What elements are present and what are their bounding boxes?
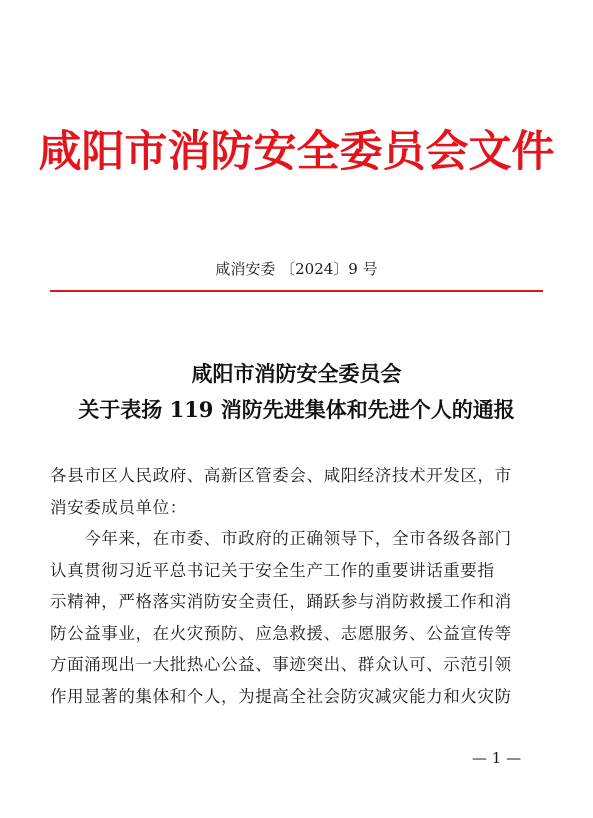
document-number: 咸消安委 〔2024〕9 号 [215,260,378,278]
body-line: 示精神，严格落实消防安全责任，踊跃参与消防救援工作和消 [50,592,512,611]
body-line: 今年来，在市委、市政府的正确领导下，全市各级各部门 [50,529,512,548]
body-line: 作用显著的集体和个人，为提高全社会防灾减灾能力和火灾防 [50,686,512,706]
body-line: 认真贯彻习近平总书记关于安全生产工作的重要讲话重要指 [50,560,495,580]
document-title-line-2: 关于表扬 119 消防先进集体和先进个人的通报 [78,397,515,422]
red-divider-line [50,290,543,292]
body-line: 防公益事业，在火灾预防、应急救援、志愿服务、公益宣传等 [50,623,512,643]
page-number: — 1 — [472,749,522,767]
document-title-line-1: 咸阳市消防安全委员会 [191,361,402,386]
document-body [50,460,542,712]
body-line: 消安委成员单位： [50,497,187,517]
body-line: 方面涌现出一大批热心公益、事迹突出、群众认可、示范引领 [50,655,512,674]
body-line: 各县市区人民政府、高新区管委会、咸阳经济技术开发区，市 [50,466,512,485]
document-masthead: 咸阳市消防安全委员会文件 [38,127,555,177]
